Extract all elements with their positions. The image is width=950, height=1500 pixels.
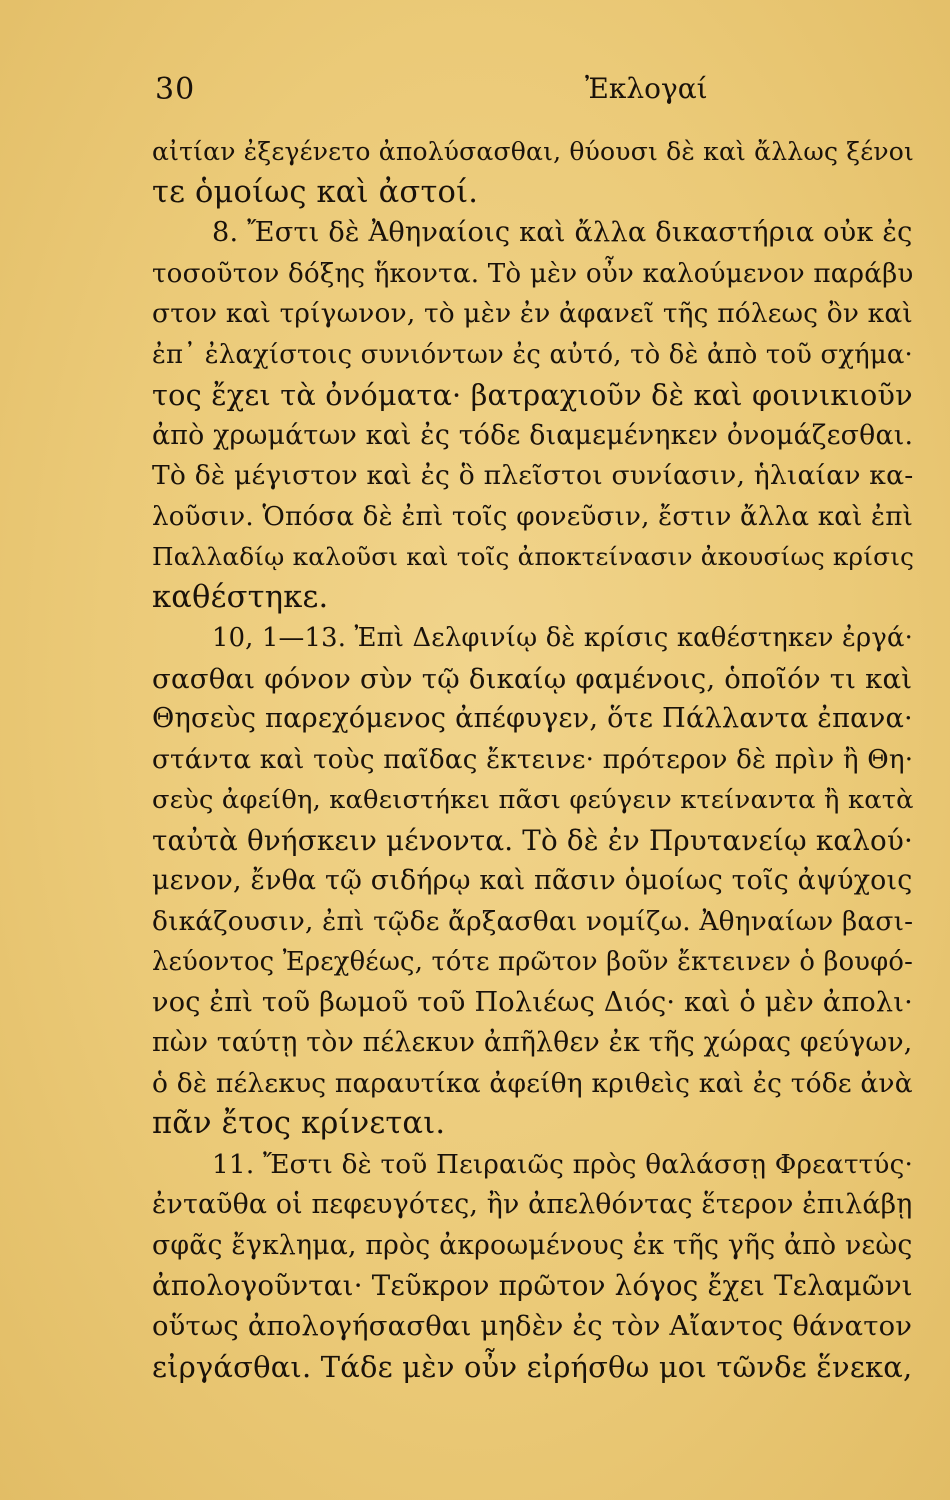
page-number: 30	[155, 72, 196, 107]
text-line: τοσοῦτον δόξης ἥκοντα. Τὸ μὲν οὖν καλούμενον παράβυ	[152, 258, 914, 289]
text-line: ἀπολογοῦνται· Τεῦκρον πρῶτον λόγος ἔχει Τελαμῶνι	[152, 1269, 913, 1302]
text-line: 11. Ἔστι δὲ τοῦ Πειραιῶς πρὸς θαλάσσῃ Φρεαττύς·	[212, 1149, 914, 1180]
text-line: στάντα καὶ τοὺς παῖδας ἔκτεινε· πρότερον δὲ πρὶν ἢ Θη·	[152, 744, 914, 775]
text-line: Θησεὺς παρεχόμενος ἀπέφυγεν, ὅτε Πάλλαντα ἐπανα·	[152, 703, 913, 734]
text-line: Παλλαδίῳ καλοῦσι καὶ τοῖς ἀποκτείνασιν ἀκουσίως κρίσις	[152, 542, 915, 571]
text-line: μενον, ἔνθα τῷ σιδήρῳ καὶ πᾶσιν ὁμοίως τοῖς ἀψύχοις	[152, 865, 913, 896]
running-title: Ἐκλογαί	[585, 72, 708, 105]
text-line: δικάζουσιν, ἐπὶ τῷδε ἄρξασθαι νομίζω. Ἀθηναίων βασι-	[152, 906, 914, 937]
text-line: λοῦσιν. Ὁπόσα δὲ ἐπὶ τοῖς φονεῦσιν, ἔστιν ἄλλα καὶ ἐπὶ	[152, 501, 914, 532]
text-line: πᾶν ἔτος κρίνεται.	[152, 1106, 446, 1141]
text-line: Τὸ δὲ μέγιστον καὶ ἐς ὃ πλεῖστοι συνίασιν, ἡλιαίαν κα-	[152, 460, 914, 491]
text-line: ταὐτὰ θνήσκειν μένοντα. Τὸ δὲ ἐν Πρυτανείῳ καλού·	[152, 823, 914, 857]
text-line: τε ὁμοίως καὶ ἀστοί.	[152, 174, 479, 210]
text-line: ὁ δὲ πέλεκυς παραυτίκα ἀφείθη κριθεὶς καὶ ἐς τόδε ἀνὰ	[152, 1067, 913, 1099]
text-line: σεὺς ἀφείθη, καθειστήκει πᾶσι φεύγειν κτείναντα ἢ κατὰ	[152, 785, 914, 815]
text-line: 10, 1—13. Ἐπὶ Δελφινίῳ δὲ κρίσις καθέστηκεν ἐργά·	[212, 623, 913, 653]
text-line: οὕτως ἀπολογήσασθαι μηδὲν ἐς τὸν Αἴαντος θάνατον	[152, 1310, 913, 1342]
page-header	[155, 72, 795, 112]
text-line: λεύοντος Ἐρεχθέως, τότε πρῶτον βοῦν ἔκτεινεν ὁ βουφό-	[152, 947, 913, 977]
text-line: 8. Ἔστι δὲ Ἀθηναίοις καὶ ἄλλα δικαστήρια οὐκ ἐς	[212, 217, 913, 248]
text-line: νος ἐπὶ τοῦ βωμοῦ τοῦ Πολιέως Διός· καὶ ὁ μὲν ἀπολι·	[152, 986, 913, 1018]
text-line: σασθαι φόνον σὺν τῷ δικαίῳ φαμένοις, ὁποῖόν τι καὶ	[152, 662, 913, 695]
text-line: στον καὶ τρίγωνον, τὸ μὲν ἐν ἀφανεῖ τῆς πόλεως ὂν καὶ	[152, 299, 913, 329]
text-line: ἀπὸ χρωμάτων καὶ ἐς τόδε διαμεμένηκεν ὀνομάζεσθαι.	[152, 419, 914, 451]
text-line: αἰτίαν ἐξεγένετο ἀπολύσασθαι, θύουσι δὲ καὶ ἄλλως ξένοι	[152, 137, 915, 166]
body-text	[152, 132, 915, 1388]
text-line: ἐνταῦθα οἱ πεφευγότες, ἢν ἀπελθόντας ἕτερον ἐπιλάβῃ	[152, 1189, 913, 1220]
text-line: εἰργάσθαι. Τάδε μὲν οὖν εἰρήσθω μοι τῶνδε ἕνεκα,	[152, 1350, 913, 1384]
text-line: τος ἔχει τὰ ὀνόματα· βατραχιοῦν δὲ καὶ φοινικιοῦν	[152, 378, 913, 412]
text-line: καθέστηκε.	[152, 579, 329, 615]
text-line: πὼν ταύτῃ τὸν πέλεκυν ἀπῆλθεν ἐκ τῆς χώρας φεύγων,	[152, 1027, 913, 1058]
text-line: σφᾶς ἔγκλημα, πρὸς ἀκροωμένους ἐκ τῆς γῆς ἀπὸ νεὼς	[152, 1229, 913, 1261]
text-line: ἐπ᾽ ἐλαχίστοις συνιόντων ἐς αὐτό, τὸ δὲ ἀπὸ τοῦ σχήμα·	[152, 339, 913, 370]
